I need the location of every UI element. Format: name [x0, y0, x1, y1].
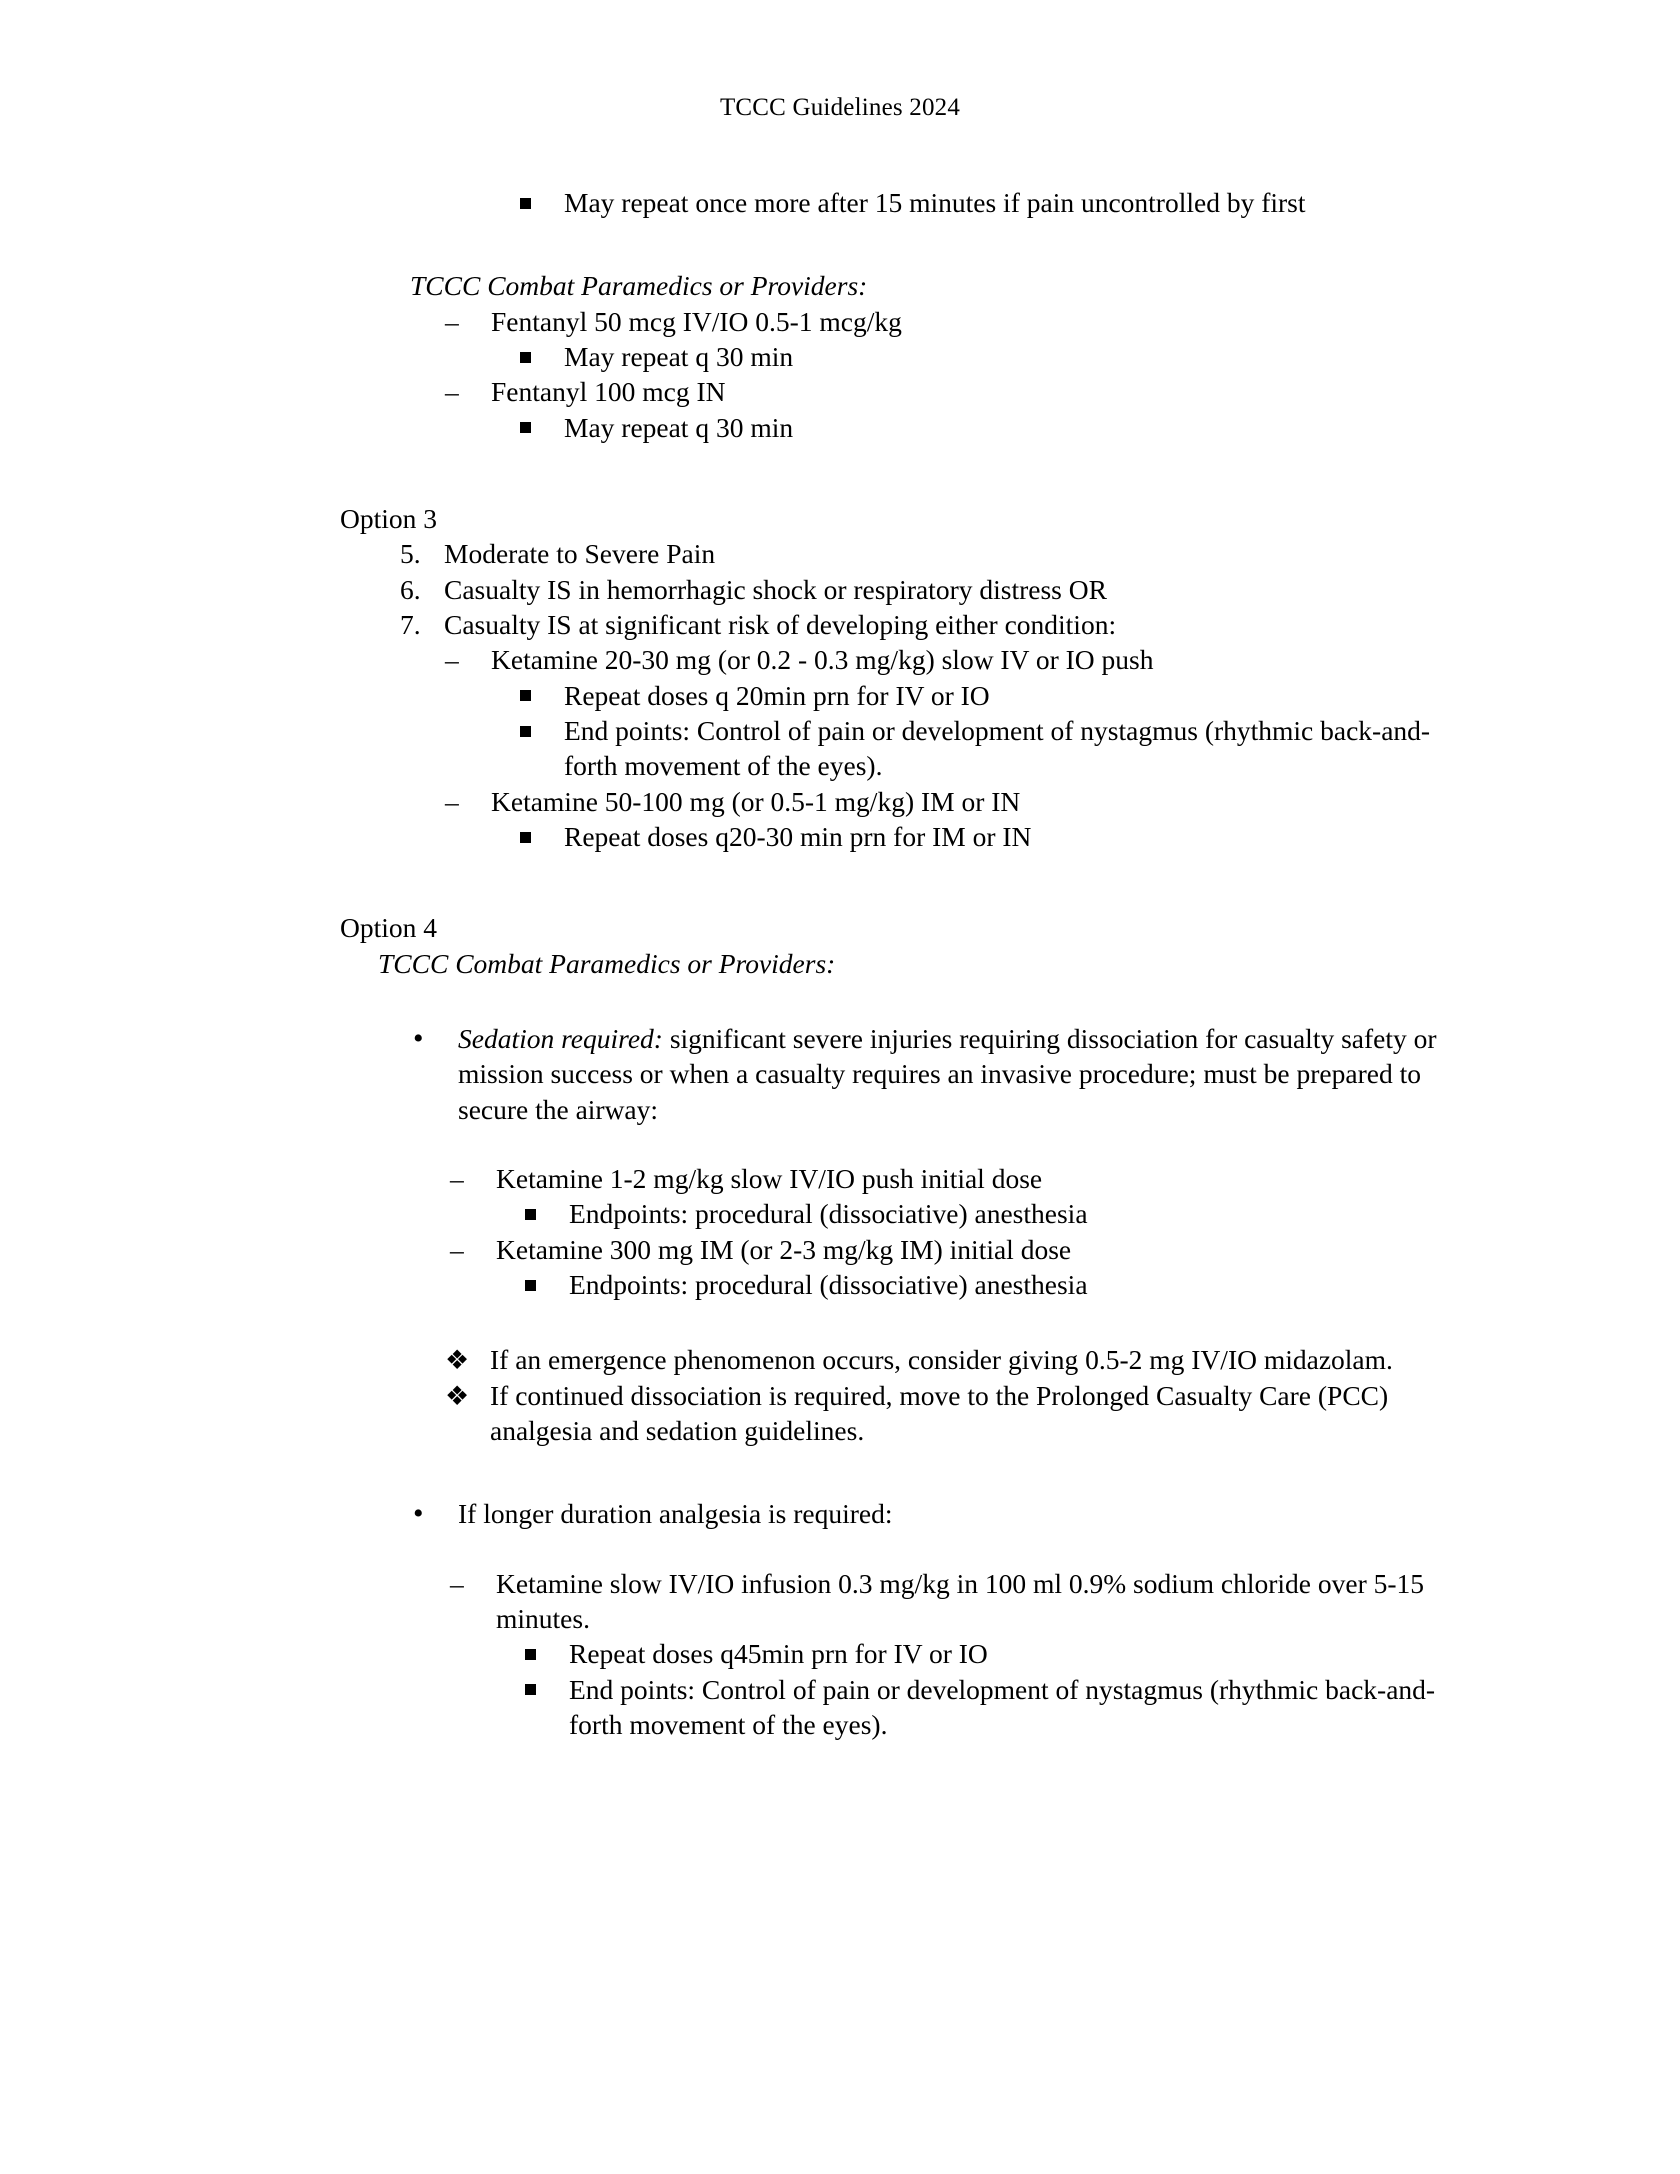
list-item [445, 1342, 1460, 1377]
list-item [525, 1196, 1460, 1231]
list-item-text: May repeat q 30 min [564, 411, 794, 443]
list-item-text: Casualty IS at significant risk of developing either condition: [444, 608, 1117, 640]
list-item-text: Moderate to Severe Pain [444, 538, 716, 570]
list-item [525, 1636, 1460, 1671]
square-bullet-icon [525, 1196, 569, 1231]
list-item-text: Repeat doses q45min prn for IV or IO [569, 1638, 988, 1670]
numbered-list-item [400, 572, 1460, 607]
diamond-bullet-icon: ❖ [445, 1345, 470, 1376]
document-body [340, 185, 1460, 1742]
list-item [413, 1496, 1460, 1531]
list-item [520, 410, 1460, 445]
square-bullet-icon [525, 1636, 569, 1671]
dash-bullet-icon: – [445, 644, 459, 676]
list-item [450, 1232, 1460, 1267]
list-item [450, 1566, 1460, 1637]
square-bullet-icon [525, 1672, 569, 1707]
list-number: 7. [400, 608, 421, 640]
list-number: 6. [400, 573, 421, 605]
section-title-option-3: Option 3 [340, 502, 438, 534]
sedation-required-body: significant severe injuries requiring dissociation for casualty safety or mission success or when a casualty requires an invasive procedure; must be prepared to secure the airway: [458, 1022, 1437, 1125]
square-bullet-icon [520, 339, 564, 374]
list-item-text: Ketamine 20-30 mg (or 0.2 - 0.3 mg/kg) slow IV or IO push [491, 644, 1154, 676]
list-item-text: Ketamine 1-2 mg/kg slow IV/IO push initial dose [496, 1162, 1043, 1194]
list-item-text: End points: Control of pain or development of nystagmus (rhythmic back-and-forth movement of the eyes). [564, 714, 1431, 782]
square-bullet-icon [520, 185, 564, 220]
list-item-text: Repeat doses q 20min prn for IV or IO [564, 679, 990, 711]
list-item [520, 819, 1460, 854]
section-title-option-4: Option 4 [340, 912, 438, 944]
list-item [445, 374, 1460, 409]
list-item [520, 678, 1460, 713]
list-item [525, 1267, 1460, 1302]
round-bullet-icon: • [413, 1021, 424, 1055]
list-item-text: Ketamine 50-100 mg (or 0.5-1 mg/kg) IM or IN [491, 785, 1021, 817]
list-item [445, 784, 1460, 819]
list-item-text: Fentanyl 50 mcg IV/IO 0.5-1 mcg/kg [491, 305, 902, 337]
numbered-list-item [400, 536, 1460, 571]
list-number: 5. [400, 538, 421, 570]
dash-bullet-icon: – [445, 785, 459, 817]
square-bullet-icon [520, 713, 564, 748]
list-item-text: Ketamine 300 mg IM (or 2-3 mg/kg IM) initial dose [496, 1233, 1072, 1265]
dash-bullet-icon: – [450, 1162, 464, 1194]
dash-bullet-icon: – [445, 305, 459, 337]
list-item [445, 1378, 1460, 1449]
list-item-text [458, 1021, 1460, 1127]
dash-bullet-icon: – [450, 1567, 464, 1599]
list-item [450, 1161, 1460, 1196]
list-item-text: Fentanyl 100 mcg IN [491, 376, 726, 408]
list-item-text: Casualty IS in hemorrhagic shock or respiratory distress OR [444, 573, 1107, 605]
providers-heading-2: TCCC Combat Paramedics or Providers: [378, 947, 836, 979]
list-item-text: If continued dissociation is required, move to the Prolonged Casualty Care (PCC) analgesia and sedation guidelines. [490, 1379, 1389, 1446]
list-item [520, 339, 1460, 374]
list-item [525, 1672, 1460, 1743]
list-item [520, 713, 1460, 784]
list-item [445, 642, 1460, 677]
numbered-list-item [400, 607, 1460, 642]
list-item-text: May repeat once more after 15 minutes if pain uncontrolled by first [564, 187, 1306, 218]
list-item-text: Endpoints: procedural (dissociative) anesthesia [569, 1198, 1088, 1230]
square-bullet-icon [525, 1267, 569, 1302]
providers-heading-1: TCCC Combat Paramedics or Providers: [410, 270, 868, 302]
list-item-text: If longer duration analgesia is required: [458, 1498, 893, 1530]
list-item-text: If an emergence phenomenon occurs, consider giving 0.5-2 mg IV/IO midazolam. [490, 1344, 1393, 1376]
sedation-required-label: Sedation required: [458, 1022, 663, 1054]
list-item-text: End points: Control of pain or development of nystagmus (rhythmic back-and-forth movement of the eyes). [569, 1673, 1436, 1740]
page-header: TCCC Guidelines 2024 [719, 94, 961, 121]
diamond-bullet-icon: ❖ [445, 1380, 470, 1411]
list-item-text: May repeat q 30 min [564, 340, 794, 372]
list-item [520, 185, 1460, 220]
list-item [445, 304, 1460, 339]
square-bullet-icon [520, 678, 564, 713]
list-item-text: Repeat doses q20-30 min prn for IM or IN [564, 820, 1032, 852]
square-bullet-icon [520, 819, 564, 854]
list-item-text: Endpoints: procedural (dissociative) anesthesia [569, 1268, 1088, 1300]
list-item-sedation-required [413, 1021, 1460, 1127]
dash-bullet-icon: – [445, 376, 459, 408]
list-item-text: Ketamine slow IV/IO infusion 0.3 mg/kg in 100 ml 0.9% sodium chloride over 5-15 minutes. [496, 1567, 1425, 1634]
dash-bullet-icon: – [450, 1233, 464, 1265]
square-bullet-icon [520, 410, 564, 445]
round-bullet-icon: • [413, 1497, 424, 1531]
